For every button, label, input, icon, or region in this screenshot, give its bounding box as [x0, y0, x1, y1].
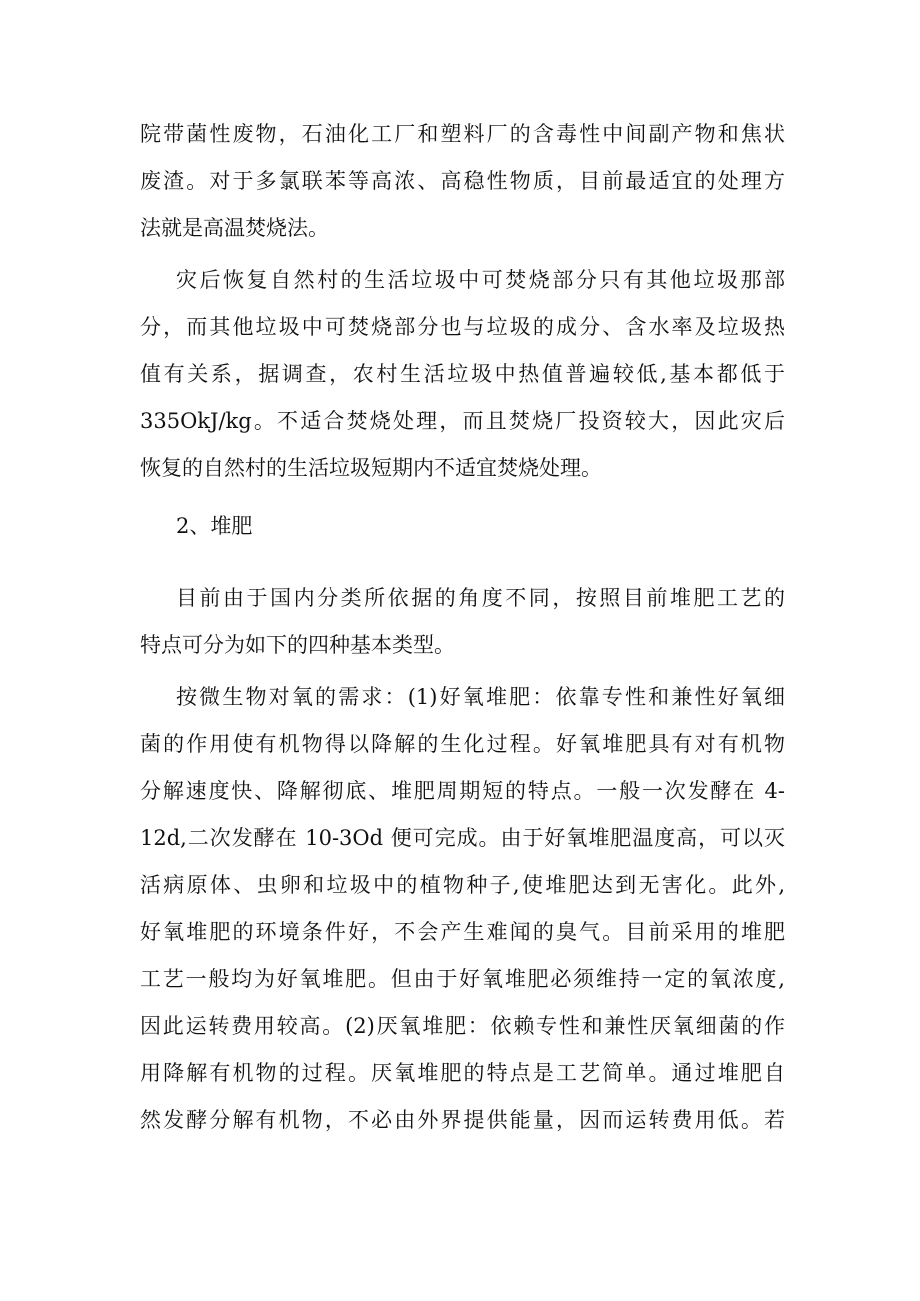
paragraph-line: 废渣。对于多氯联苯等高浓、高稳性物质，目前最适宜的处理方 [140, 169, 785, 193]
paragraph-line: 灾后恢复自然村的生活垃圾中可焚烧部分只有其他垃圾那部 [176, 268, 785, 292]
paragraph-line: 然发酵分解有机物，不必由外界提供能量，因而运转费用低。若 [140, 1108, 785, 1132]
paragraph-line: 恢复的自然村的生活垃圾短期内不适宜焚烧处理。 [140, 456, 602, 480]
paragraph-line: 活病原体、虫卵和垃圾中的植物种子,使堆肥达到无害化。此外, [140, 873, 785, 897]
paragraph-line: 按微生物对氧的需求：(1)好氧堆肥：依靠专性和兼性好氧细 [176, 685, 785, 709]
paragraph-line: 12d,二次发酵在 10-3Od 便可完成。由于好氧堆肥温度高，可以灭 [140, 826, 785, 850]
paragraph-line: 分解速度快、降解彻底、堆肥周期短的特点。一般一次发酵在 4- [140, 779, 785, 803]
paragraph-line: 分，而其他垃圾中可焚烧部分也与垃圾的成分、含水率及垃圾热 [140, 315, 785, 339]
paragraph-line: 特点可分为如下的四种基本类型。 [140, 633, 455, 657]
paragraph-line: 法就是高温焚烧法。 [140, 216, 329, 240]
paragraph-line: 用降解有机物的过程。厌氧堆肥的特点是工艺简单。通过堆肥自 [140, 1061, 785, 1085]
paragraph-line: 因此运转费用较高。(2)厌氧堆肥：依赖专性和兼性厌氧细菌的作 [140, 1014, 785, 1038]
paragraph-line: 工艺一般均为好氧堆肥。但由于好氧堆肥必须维持一定的氧浓度, [140, 967, 785, 991]
paragraph-line: 目前由于国内分类所依据的角度不同，按照目前堆肥工艺的 [176, 586, 785, 610]
paragraph-line: 335OkJ/kg。不适合焚烧处理，而且焚烧厂投资较大，因此灾后 [140, 409, 785, 433]
paragraph-line: 值有关系，据调查，农村生活垃圾中热值普遍较低,基本都低于 [140, 362, 785, 386]
paragraph-line: 好氧堆肥的环境条件好，不会产生难闻的臭气。目前采用的堆肥 [140, 920, 785, 944]
paragraph-line: 院带菌性废物，石油化工厂和塑料厂的含毒性中间副产物和焦状 [140, 122, 785, 146]
section-heading: 2、堆肥 [176, 514, 253, 538]
paragraph-line: 菌的作用使有机物得以降解的生化过程。好氧堆肥具有对有机物 [140, 732, 785, 756]
